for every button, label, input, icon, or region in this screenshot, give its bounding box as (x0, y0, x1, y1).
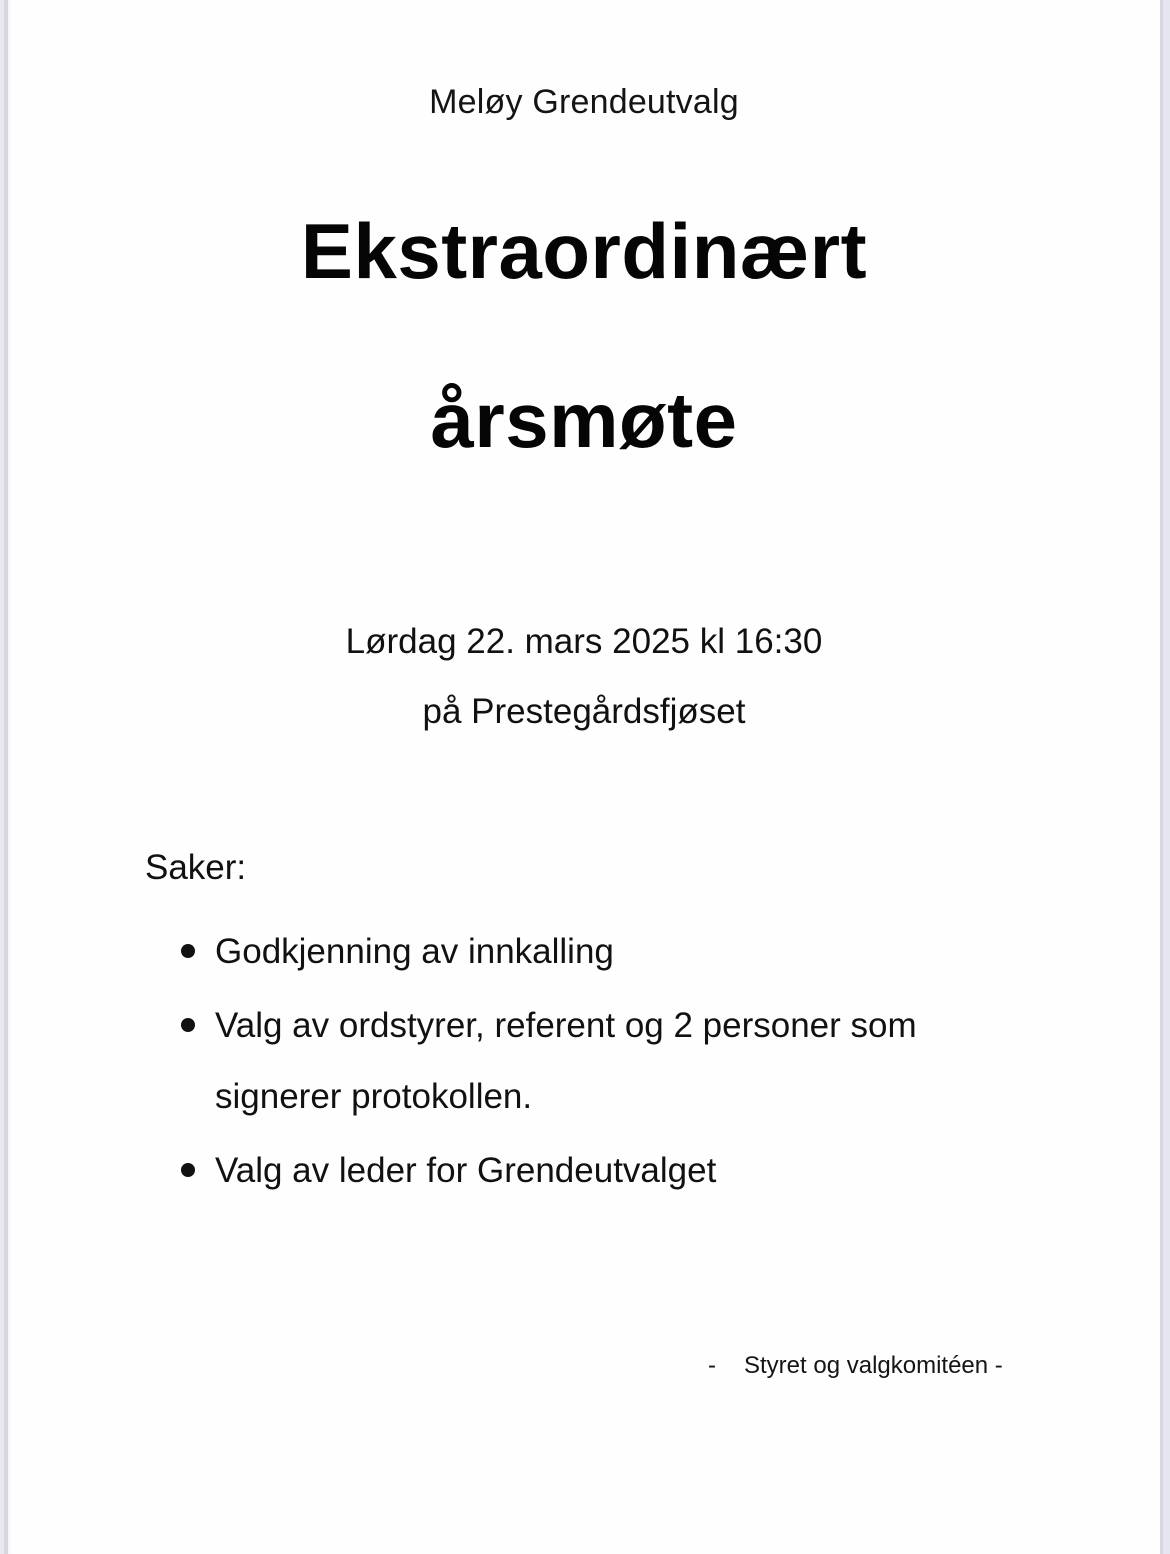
bullet-icon (181, 1163, 195, 1177)
document-page (8, 0, 1160, 1554)
agenda-item-text: Valg av leder for Grendeutvalget (215, 1151, 717, 1190)
agenda-item (180, 916, 1000, 987)
agenda-item (180, 990, 1000, 1132)
title-line-2: årsmøte (430, 376, 738, 464)
signature-text: Styret og valgkomitéen - (744, 1352, 1003, 1379)
meeting-location: på Prestegårdsfjøset (422, 692, 746, 731)
viewer-right-edge (1160, 0, 1170, 1554)
organization-name: Meløy Grendeutvalg (429, 83, 739, 121)
viewer-left-edge (0, 0, 8, 1554)
signature (708, 1350, 1003, 1382)
bullet-icon (181, 1018, 195, 1032)
meeting-date-time: Lørdag 22. mars 2025 kl 16:30 (345, 622, 823, 661)
signature-lead-dash: - (708, 1352, 716, 1379)
agenda-heading: Saker: (145, 848, 247, 887)
agenda-list (180, 916, 1000, 1209)
bullet-icon (181, 944, 195, 958)
title-line-1: Ekstraordinært (300, 207, 868, 295)
agenda-item (180, 1135, 1000, 1206)
agenda-item-text: Godkjenning av innkalling (215, 932, 614, 971)
agenda-item-text: Valg av ordstyrer, referent og 2 personer som signerer protokollen. (215, 1006, 917, 1116)
